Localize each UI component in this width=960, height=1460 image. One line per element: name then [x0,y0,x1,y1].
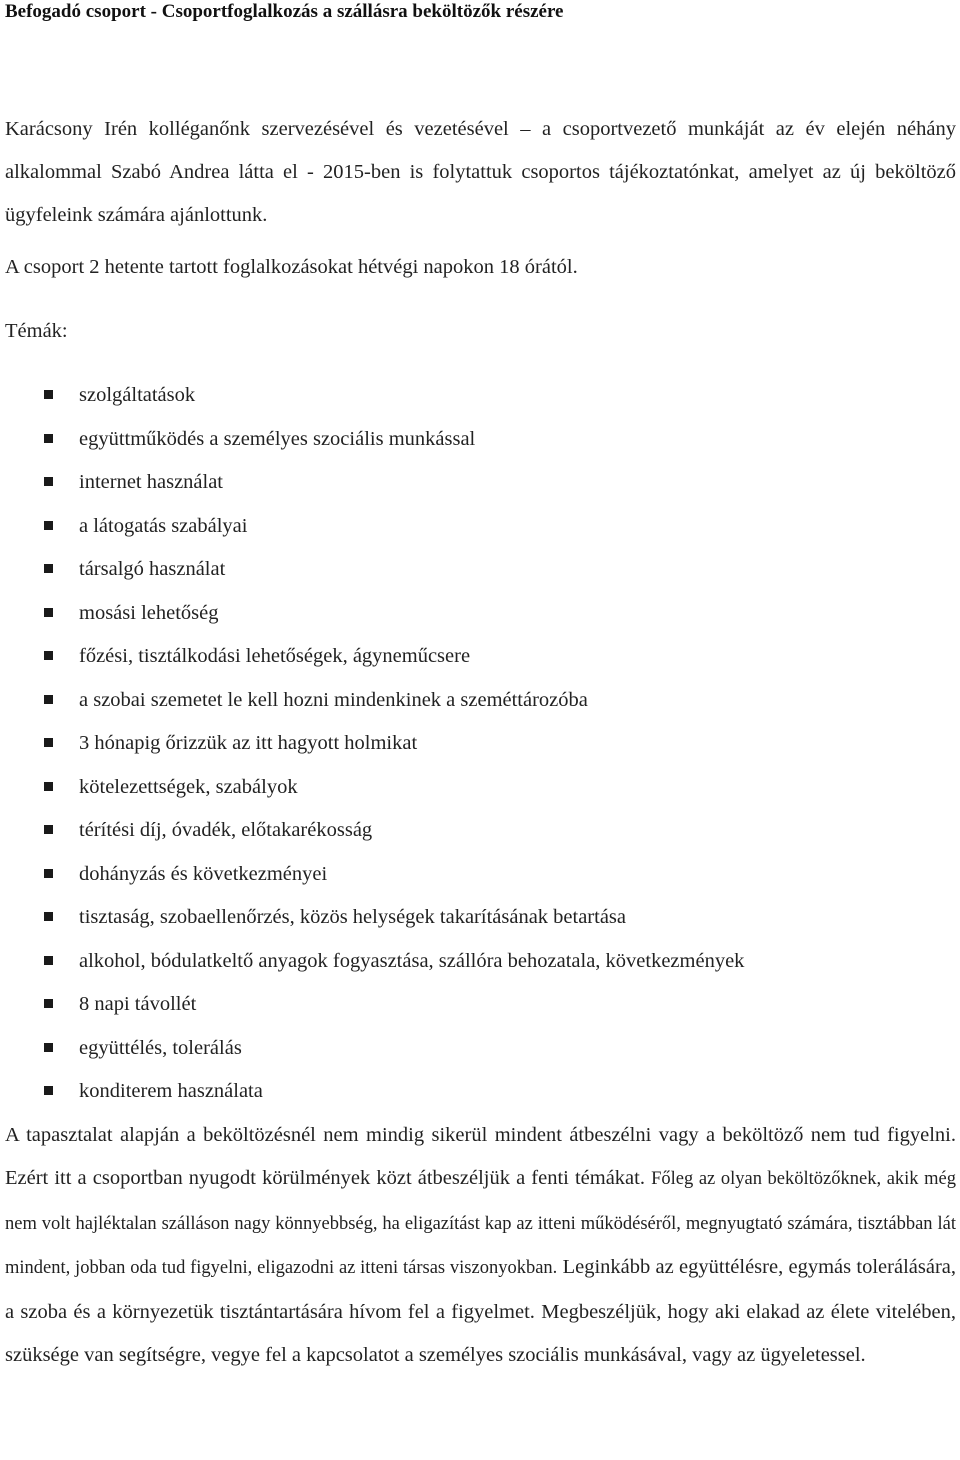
bullet-icon [44,825,53,834]
bullet-icon [44,434,53,443]
list-item [5,1027,956,1071]
bullet-icon [44,608,53,617]
topic-label: együttműködés a személyes szociális munkással [79,427,476,450]
topic-label: társalgó használat [79,558,226,580]
list-item [5,592,956,636]
bullet-icon [44,738,53,747]
bullet-icon [44,477,53,486]
list-item [5,679,956,723]
topic-label: tisztaság, szobaellenőrzés, közös helységek takarításának betartása [79,906,627,928]
bullet-icon [44,651,53,660]
bullet-icon [44,999,53,1008]
intro-paragraph: Karácsony Irén kolléganőnk szervezésével és vezetésével – a csoportvezető munkáját az év elején néhány alkalommal Szabó Andrea látta el - 2015-ben is folytattuk csoportos tájékoztatónkat, amelyet az új beköltöző ügyfeleink számára ajánlottunk. [5,118,956,226]
bullet-icon [44,782,53,791]
bullet-icon [44,695,53,704]
list-item [5,853,956,897]
list-item [5,548,956,592]
bullet-icon [44,1043,53,1052]
list-item [5,896,956,940]
topic-label: együttélés, tolerálás [79,1036,242,1059]
topic-label: internet használat [79,471,224,493]
list-item [5,940,956,984]
bullet-icon [44,869,53,878]
bullet-icon [44,390,53,399]
list-item [5,635,956,679]
list-item [5,374,956,418]
themes-label: Témák: [5,320,68,342]
closing-paragraph [5,1114,956,1378]
topic-label: 8 napi távollét [79,993,197,1015]
document-title: Befogadó csoport - Csoportfoglalkozás a szállásra beköltözők részére [5,1,564,22]
topic-label: 3 hónapig őrizzük az itt hagyott holmikat [79,732,418,754]
bullet-icon [44,1086,53,1095]
topic-label: szolgáltatások [79,384,196,406]
topic-label: a szobai szemetet le kell hozni mindenkinek a szeméttározóba [79,688,588,711]
list-item [5,809,956,853]
closing-part-c: Leginkább az együttélésre, egymás tolerálására, a szoba és a környezetük tisztántartására hívom fel a figyelmet. Megbeszéljük, hogy aki elakad az élete vitelében, szüksége van segítségre, vegye fel a kapcsolatot a személyes szociális munkásával, vagy az ügyeletessel. [5,1256,956,1366]
topic-label: a látogatás szabályai [79,514,248,537]
bullet-icon [44,564,53,573]
closing-part-a: A tapasztalat alapján a beköltözésnél nem mindig sikerül mindent átbeszélni vagy a beköltöző nem tud figyelni. Ezért itt a csoportban nyugodt körülmények közt átbeszéljük a fenti témákat. [5,1123,956,1189]
list-item [5,418,956,462]
topic-label: főzési, tisztálkodási lehetőségek, ágyneműcsere [79,645,471,667]
list-item [5,461,956,505]
topic-label: térítési díj, óvadék, előtakarékosság [79,819,373,841]
topic-label: alkohol, bódulatkeltő anyagok fogyasztása, szállóra behozatala, következmények [79,949,745,972]
list-item [5,1070,956,1114]
bullet-icon [44,912,53,921]
topics-list [5,374,956,1114]
list-item [5,983,956,1027]
topic-label: konditerem használata [79,1080,263,1102]
bullet-icon [44,521,53,530]
list-item [5,766,956,810]
bullet-icon [44,956,53,965]
topic-label: dohányzás és következményei [79,862,328,885]
topic-label: mosási lehetőség [79,601,219,624]
list-item [5,505,956,549]
closing-part-b: Főleg az olyan beköltözőknek, akik még nem volt hajléktalan szálláson nagy könnyebbség, ha eligazítást kap az itteni működéséről, megnyugtató számára, tisztábban lát mindent, jobban oda tud figyelni, eligazodni az itteni társas viszonyokban. [5,1169,957,1278]
schedule-paragraph: A csoport 2 hetente tartott foglalkozásokat hétvégi napokon 18 órától. [5,256,578,278]
list-item [5,722,956,766]
topic-label: kötelezettségek, szabályok [79,775,298,798]
